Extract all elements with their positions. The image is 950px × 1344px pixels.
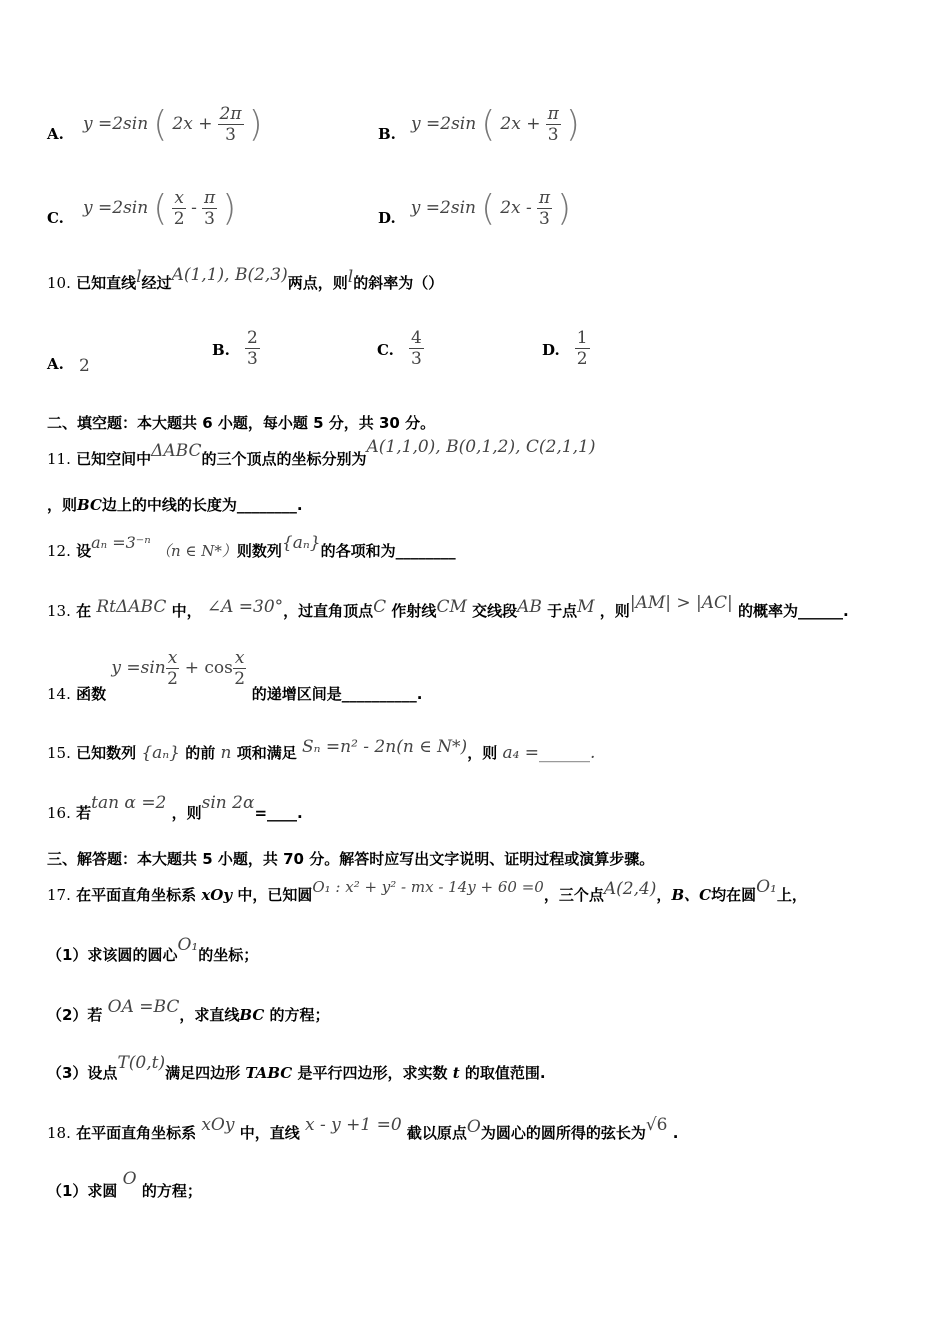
math-seq: {aₙ} [141,743,181,763]
paren-left: ( [153,188,168,229]
question-15 [47,737,596,763]
math-coords: A(1,1,0), B(0,1,2), C(2,1,1) [366,437,596,457]
part-text: 满足四边形 [165,1064,241,1082]
question-number: 12. [47,542,71,560]
paren-right: ) [557,188,572,229]
part-text: （1）求圆 [47,1182,118,1200]
question-11 [47,437,596,469]
question-12 [47,533,456,561]
question-text: ，则 [467,744,498,762]
question-text: 的前 [185,744,216,762]
question-text: 的各项和为________ [320,542,456,560]
question-text: 交线段 [472,602,518,620]
paren-right: ) [565,104,580,145]
math-points: A(1,1), B(2,3) [171,265,288,285]
math-cm: CM [436,597,467,617]
option-c [47,188,236,229]
option-math: y =2sin [83,198,149,218]
math-triangle: RtΔABC [96,597,167,617]
fraction: $\frac{\pi}{3}$ [538,188,551,229]
math-line: x - y +1 =0 [304,1115,402,1135]
question-text: ，则 [171,804,202,822]
math-xoy: xOy [201,1115,235,1135]
question-18-part-1 [47,1169,202,1201]
math-circle: O₁ : x² + y² - mx - 14y + 60 =0 [312,878,544,896]
question-number: 17. [47,886,71,904]
option-math: y =2sin [411,114,477,134]
question-14 [47,648,423,703]
paren-left: ( [153,104,168,145]
q10-option-d [542,328,590,369]
math-triangle: ΔABC [151,441,202,461]
part-text: （1）求该圆的圆心 [47,946,178,964]
question-text: 边上的中线的长度为________. [101,496,303,514]
question-17-part-1 [47,935,259,965]
question-text: 设 [76,542,92,560]
question-16 [47,793,303,823]
option-d [378,188,571,229]
math-plus: + cos [179,658,233,678]
question-17 [47,877,807,905]
question-text: 均在圆 [711,886,757,904]
math-o: O [122,1169,137,1189]
math-a4: a₄ =______. [502,743,596,763]
option-value: 2 [78,356,90,376]
option-label: D. [378,209,396,227]
fraction: $\frac{1}{2}$ [576,328,588,369]
question-text: ， [656,886,672,904]
math-o: O [466,1117,481,1137]
question-text: 项和满足 [236,744,297,762]
part-text: 的方程； [269,1006,330,1024]
question-10 [47,265,444,293]
math-tabc: TABC [245,1064,293,1082]
question-13 [47,593,849,621]
question-number: 11. [47,450,71,468]
question-text: ，则 [47,496,78,514]
question-number: 16. [47,804,71,822]
question-text: ，过直角顶点 [283,602,374,620]
part-text: ，求直线 [179,1006,240,1024]
question-text: 的斜率为（） [353,274,444,292]
option-label: C. [377,341,394,359]
question-text: 的三个顶点的坐标分别为 [201,450,367,468]
question-text: 的递增区间是__________. [251,685,423,703]
paren-right: ) [222,188,237,229]
option-math: 2x + [500,114,541,134]
section-heading: 三、解答题：本大题共 5 小题，共 70 分。解答时应写出文字说明、证明过程或演算步骤。 [47,850,655,868]
part-text: （3）设点 [47,1064,118,1082]
math-angle: ∠A =30° [206,597,284,617]
math-n: n [220,743,232,763]
math-expr: sin 2α [201,793,255,813]
q10-option-a [47,330,90,376]
math-expr: Sₙ =n² - 2n(n ∈ N*) [301,737,468,757]
question-number: 10. [47,274,71,292]
option-math: 2x - [500,198,532,218]
fraction: $\frac{x}{2}$ [234,648,246,689]
question-text: 已知空间中 [76,450,152,468]
question-text: 上， [776,886,807,904]
question-text: ，则 [599,602,630,620]
math-expr: T(0,t) [117,1053,166,1073]
math-m: M [577,597,595,617]
math-o1: O₁ [756,877,777,897]
math-ab: AB [517,597,542,617]
fraction: $\frac{x}{2}$ [173,188,185,229]
minus-sign: - [191,198,197,218]
math-t: t [452,1064,460,1082]
math-o1: O₁ [177,935,199,955]
question-text: 作射线 [391,602,437,620]
math-c: C [373,597,387,617]
option-math: y =2sin [82,114,149,134]
question-text: ，三个点 [543,886,604,904]
question-text: 已知数列 [76,744,137,762]
option-label: B. [212,341,230,359]
math-length: √6 [645,1115,668,1135]
question-text: 经过 [141,274,172,292]
question-text: 中，直线 [239,1124,300,1142]
question-text: 若 [76,804,92,822]
question-text: =____. [254,804,303,822]
paren-left: ( [481,104,496,145]
question-text: 在平面直角坐标系 [76,886,197,904]
question-18 [47,1115,679,1143]
question-text: 在平面直角坐标系 [76,1124,197,1142]
question-17-part-2 [47,997,330,1025]
option-label: D. [542,341,560,359]
option-a [47,104,263,145]
option-math: y =2sin [410,198,476,218]
math-expr: aₙ =3⁻ⁿ [91,533,151,552]
fraction: $\frac{\pi}{3}$ [547,104,559,145]
question-11-cont [47,494,303,515]
question-number: 18. [47,1124,71,1142]
math-expr: tan α =2 [91,793,167,813]
question-text: 截以原点 [406,1124,467,1142]
part-text: 的坐标； [198,946,259,964]
math-bc: BC [239,1006,265,1024]
math-bc: B、C [671,886,712,904]
math-bc: BC [77,496,102,514]
question-text: 中，已知圆 [237,886,313,904]
math-expr: OA =BC [107,997,180,1017]
question-number: 15. [47,744,71,762]
q10-option-c [377,328,424,369]
question-text: 为圆心的圆所得的弦长为 [480,1124,646,1142]
math-l: l [136,267,142,287]
question-text: 则数列 [236,542,282,560]
fraction: $\frac{\pi}{3}$ [203,188,216,229]
fraction: $\frac{4}{3}$ [411,328,422,369]
question-17-part-3 [47,1053,546,1083]
question-text: 于点 [547,602,578,620]
option-label: B. [378,125,396,143]
fraction: $\frac{2}{3}$ [247,328,258,369]
question-text: . [672,1124,679,1142]
math-xoy: xOy [201,886,233,904]
fraction: $\frac{2\pi}{3}$ [219,104,242,145]
question-text: 的概率为______. [737,602,849,620]
option-label: A. [47,125,64,143]
math-point-a: A(2,4) [603,879,657,899]
math-cond: （n ∈ N*） [155,542,237,560]
option-math: 2x + [172,114,213,134]
part-text: 是平行四边形，求实数 [297,1064,448,1082]
paren-right: ) [248,104,263,145]
option-label: A. [47,355,64,373]
part-text: 的方程； [141,1182,202,1200]
section-heading: 二、填空题：本大题共 6 小题，每小题 5 分，共 30 分。 [47,414,436,432]
paren-left: ( [481,188,496,229]
math-l: l [347,267,354,287]
math-y: y =sin [111,658,166,678]
q10-option-b [212,328,260,369]
fraction: $\frac{x}{2}$ [167,648,178,689]
math-ineq: |AM| > |AC| [629,593,733,613]
part-text: （2）若 [47,1006,103,1024]
question-text: 中， [171,602,202,620]
question-text: 两点，则 [287,274,348,292]
question-text: 在 [76,602,92,620]
part-text: 的取值范围. [464,1064,546,1082]
question-text: 函数 [76,685,107,703]
question-number: 14. [47,685,71,703]
option-label: C. [47,209,64,227]
question-number: 13. [47,602,71,620]
option-b [378,104,580,145]
question-text: 已知直线 [76,274,137,292]
math-seq: {aₙ} [281,533,321,553]
